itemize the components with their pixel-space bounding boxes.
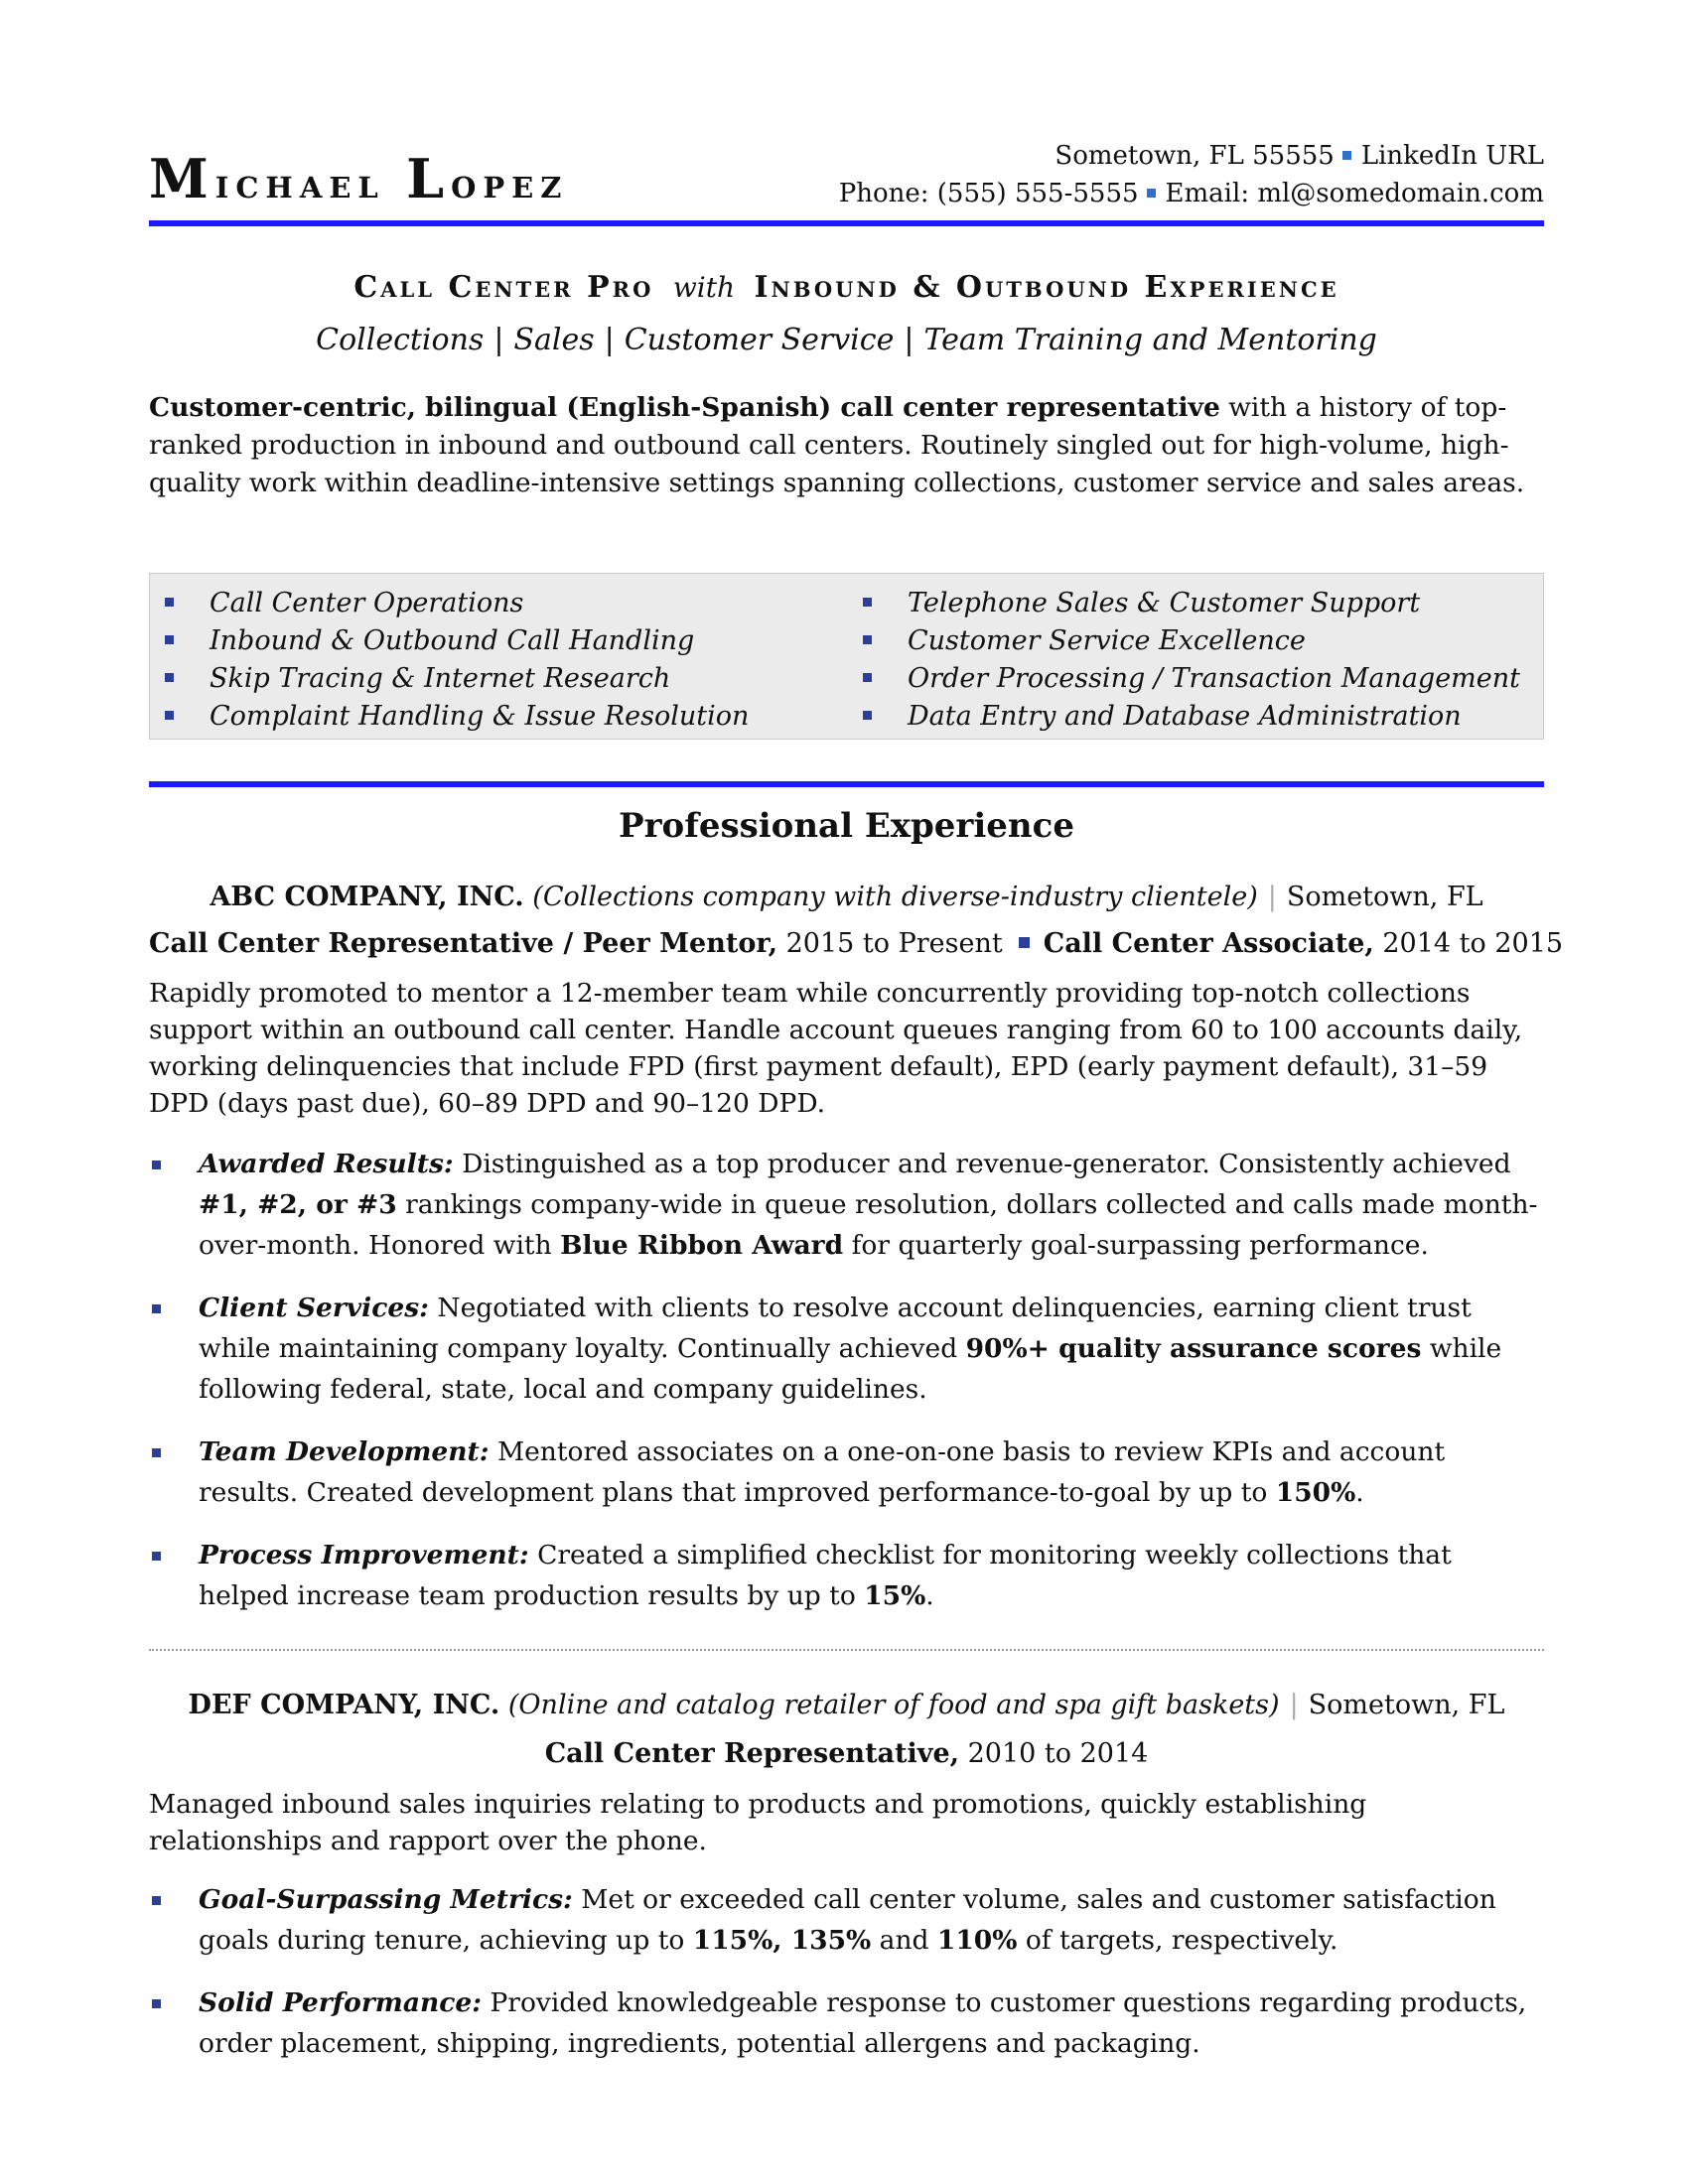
bullet-square-icon bbox=[863, 598, 872, 607]
contact-info bbox=[839, 137, 1544, 212]
skill-item: Skip Tracing & Internet Research bbox=[165, 663, 749, 701]
skill-item: Customer Service Excellence bbox=[863, 625, 1520, 663]
skills-box bbox=[149, 573, 1544, 740]
skills-column-right bbox=[863, 588, 1520, 739]
skills-column-left bbox=[165, 588, 749, 739]
bullet-square-icon bbox=[165, 635, 174, 644]
bullet-square-icon bbox=[152, 1896, 161, 1905]
bullet-square-icon bbox=[152, 1304, 161, 1313]
bullet-square-icon bbox=[152, 1160, 161, 1169]
section-rule bbox=[149, 781, 1544, 787]
bullet-square-icon bbox=[152, 1999, 161, 2008]
bullet-square-icon bbox=[165, 711, 174, 720]
specialties-line: Collections | Sales | Customer Service | Team Training and Mentoring bbox=[316, 323, 1377, 357]
bullet-square-icon bbox=[863, 711, 872, 720]
bullet-square-icon bbox=[863, 673, 872, 682]
job1-summary: Rapidly promoted to mentor a 12-member team while concurrently providing top-notch collections support within an outbound call center. Handle account queues ranging from 60 to 100 accounts daily, working delinquencies that include FPD (first payment default), EPD (early payment default), 31–59 DPD (days past due), 60–89 DPD and 90–120 DPD. bbox=[149, 978, 1523, 1119]
job2-bullets bbox=[149, 1879, 1544, 2086]
list-item: Client Services: Negotiated with clients to resolve account delinquencies, earning client trust while maintaining company loyalty. Continually achieved 90%+ quality assurance scores while following federal, state, local and company guidelines. bbox=[149, 1288, 1544, 1410]
list-item: Goal-Surpassing Metrics: Met or exceeded call center volume, sales and customer satisfaction goals during tenure, achieving up to 115%, 135% and 110% of targets, respectively. bbox=[149, 1879, 1544, 1961]
skill-item: Complaint Handling & Issue Resolution bbox=[165, 701, 749, 739]
job-divider bbox=[149, 1649, 1544, 1651]
header-rule bbox=[149, 220, 1544, 226]
section-title-experience: Professional Experience bbox=[619, 806, 1074, 846]
skill-item: Call Center Operations bbox=[165, 588, 749, 625]
separator-square-icon bbox=[1019, 937, 1030, 948]
skill-item: Order Processing / Transaction Management bbox=[863, 663, 1520, 701]
job1-company-line: ABC COMPANY, INC. (Collections company with diverse-industry clientele) | Sometown, FL bbox=[210, 882, 1483, 912]
bullet-square-icon bbox=[165, 673, 174, 682]
bullet-square-icon bbox=[152, 1448, 161, 1457]
job2-company-line: DEF COMPANY, INC. (Online and catalog retailer of food and spa gift baskets) | Sometown, FL bbox=[188, 1690, 1505, 1720]
resume-page bbox=[149, 0, 1564, 2059]
bullet-square-icon bbox=[152, 1552, 161, 1561]
bullet-square-icon bbox=[863, 635, 872, 644]
job1-bullets bbox=[149, 1144, 1544, 1638]
job2-summary: Managed inbound sales inquiries relating to products and promotions, quickly establishing relationships and rapport over the phone. bbox=[149, 1789, 1367, 1856]
list-item: Awarded Results: Distinguished as a top producer and revenue-generator. Consistently achieved #1, #2, or #3 rankings company-wide in queue resolution, dollars collected and calls made month-over-month. Honored with Blue Ribbon Award for quarterly goal-surpassing performance. bbox=[149, 1144, 1544, 1266]
job2-roles-line: Call Center Representative, 2010 to 2014 bbox=[544, 1738, 1149, 1769]
address: Sometown, FL 55555 bbox=[1055, 141, 1335, 171]
linkedin-link[interactable]: LinkedIn URL bbox=[1360, 141, 1544, 171]
email-link[interactable]: Email: ml@somedomain.com bbox=[1165, 179, 1544, 208]
phone: Phone: (555) 555-5555 bbox=[838, 179, 1139, 208]
separator-square-icon bbox=[1147, 189, 1156, 198]
list-item: Team Development: Mentored associates on a one-on-one basis to review KPIs and account results. Created development plans that improved performance-to-goal by up to 150%. bbox=[149, 1432, 1544, 1513]
separator-square-icon bbox=[1342, 151, 1351, 160]
skill-item: Inbound & Outbound Call Handling bbox=[165, 625, 749, 663]
profile-summary: Customer-centric, bilingual (English-Spanish) call center representative with a history of top-ranked production in inbound and outbound call centers. Routinely singled out for high-volume, high-quality work within deadline-intensive settings spanning collections, customer service and sales areas. bbox=[149, 392, 1525, 498]
list-item: Process Improvement: Created a simplified checklist for monitoring weekly collections that helped increase team production results by up to 15%. bbox=[149, 1535, 1544, 1616]
bullet-square-icon bbox=[165, 598, 174, 607]
headline: Call Center Pro with Inbound & Outbound Experience bbox=[353, 270, 1339, 305]
list-item: Solid Performance: Provided knowledgeable response to customer questions regarding products, order placement, shipping, ingredients, potential allergens and packaging. bbox=[149, 1982, 1544, 2064]
resume-header bbox=[149, 0, 1544, 228]
job1-roles-line: Call Center Representative / Peer Mentor, 2015 to Present Call Center Associate, 2014 to 2015 bbox=[149, 928, 1564, 959]
skill-item: Data Entry and Database Administration bbox=[863, 701, 1520, 739]
candidate-name: Michael Lopez bbox=[149, 147, 569, 210]
skill-item: Telephone Sales & Customer Support bbox=[863, 588, 1520, 625]
